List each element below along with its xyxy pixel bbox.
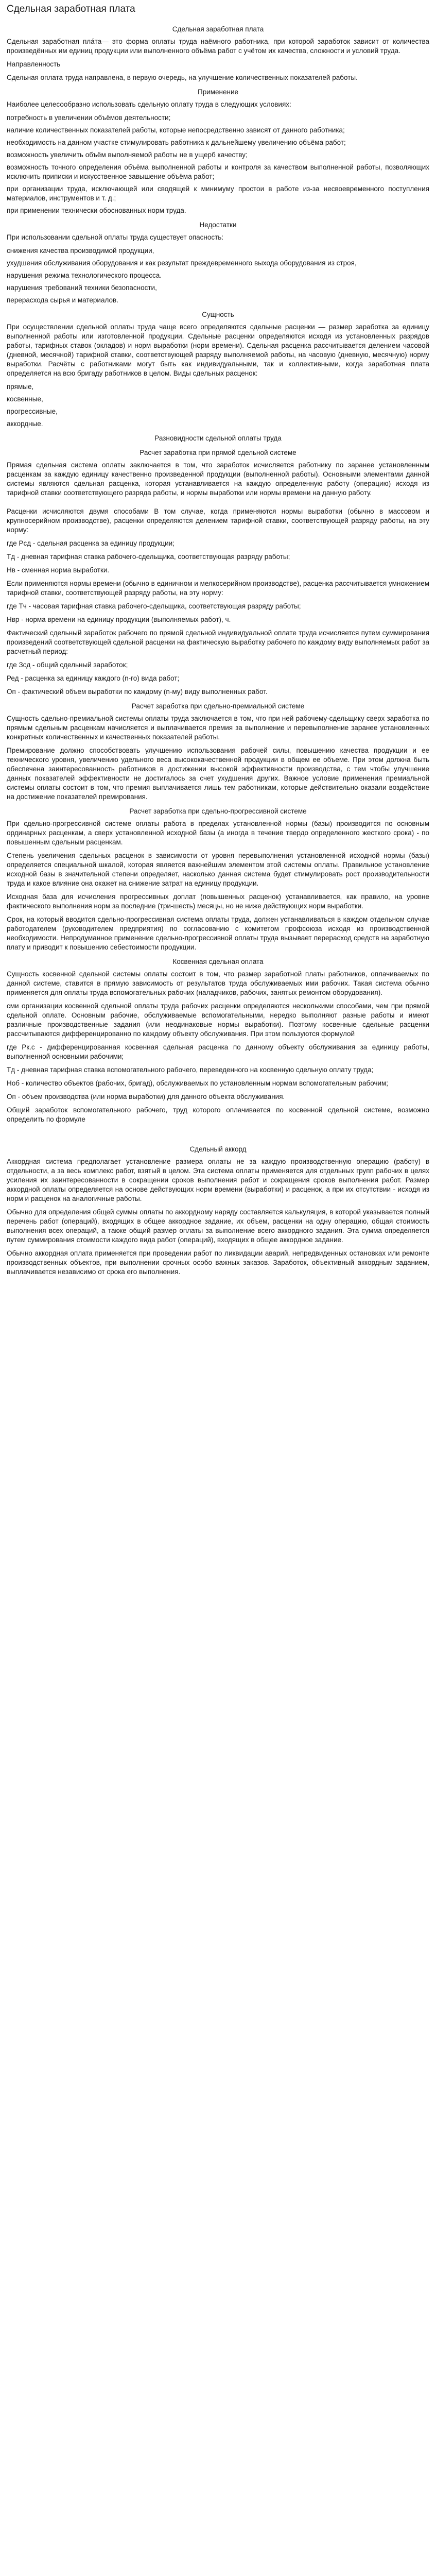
list-item: нарушения требований техники безопасности, [7,284,157,292]
paragraph: Премирование должно способствовать улучшению использования рабочей силы, повышению качества продукции и ее технического уровня, увеличению удельного веса высококачественной продукции в общем ее объеме. При этом должна быть обеспечена заинтересованность работников в достижении высокой эффективности производства, с тем чтобы улучшение данных показателей эффективности не достигалось за счет ухудшения других. Важное условие применения премиальной системы оплаты состоит в том, что премия выплачивается лишь тем работникам, которые действительно оказали воздействие на достижение показателей премирования. [7,747,429,801]
paragraph: Оп - фактический объем выработки по каждому (n-му) виду выполненных работ. [7,688,268,696]
paragraph: где Рсд - сдельная расценка за единицу продукции; [7,539,175,547]
section-heading: Сущность [202,311,234,318]
article-body [7,25,429,1277]
section-heading: Разновидности сдельной оплаты труда [154,434,282,442]
paragraph: Если применяются нормы времени (обычно в единичном и мелкосерийном производстве), расценка рассчитывается умножением тарифной ставки, соответствующей разряду работы, на эту норму: [7,580,429,597]
list-item: потребность в увеличении объёмов деятельности; [7,114,171,122]
paragraph: При осуществлении сдельной оплаты труда чаще всего определяются сдельные расценки — размер заработка за единицу выполненной работы или изготовленной продукции. Сдельные расценки определяются исходя из установленных разрядов работы, тарифных ставок (окладов) и норм выработки (норм времени). Сдельная расценка рассчитывается делением часовой (дневной, месячной) тарифной ставки, соответствующей разряду выполняемой работы, на часовую (дневную, месячную) норму выработки. Расчёты с работниками могут быть как индивидуальными, так и коллективными, когда заработная плата определяется на всю бригаду работников в целом. Виды сдельных расценок: [7,323,429,377]
paragraph: Нв - сменная норма выработки. [7,566,110,574]
section-gap [7,1128,429,1140]
paragraph: Сдельная оплата труда направлена, в первую очередь, на улучшение количественных показателей работы. [7,74,358,81]
paragraph: Обычно для определения общей суммы оплаты по аккордному наряду составляется калькуляция, в которой указывается полный перечень работ (операций), входящих в общее аккордное задание, их объем, расценки на одну операцию, общая стоимость выполнения всех операций, а также общий размер оплаты за выполнение всего аккордного задания. Эта сумма определяется путем суммирования стоимости каждого вида работ (операций), входящих в общее аккордное задание. [7,1208,429,1244]
list-item: возможность увеличить объём выполняемой работы не в ущерб качеству; [7,151,248,159]
paragraph: где Зсд - общий сдельный заработок; [7,661,128,669]
list-item: необходимость на данном участке стимулировать работника к дальнейшему увеличению объёма работ; [7,139,346,146]
paragraph-gap [7,502,429,507]
paragraph: Направленность [7,60,61,68]
paragraph: сми организации косвенной сдельной оплаты труда рабочих расценки определяются несколькими способами, чем при прямой сдельной оплате. Основным рабочие, обслуживаемые вспомогательными, нередко выполняют разные работы и имеют различные производственные задания (или неодинаковые нормы выработки). Поэтому косвенные сдельные расценки рассчитываются дифференцированно по каждому объекту обслуживания. При этом пользуются формулой [7,1002,429,1038]
list-item: снижения качества производимой продукции, [7,247,154,255]
section-heading: Сдельная заработная плата [172,25,264,33]
section-heading: Применение [197,88,238,96]
paragraph: Срок, на который вводится сдельно-прогрессивная система оплаты труда, должен устанавливаться в каждом отдельном случае работодателем (руководителем предприятия) по согласованию с комитетом профсоюза исходя из производственной необходимости. Непродуманное применение сдельно-прогрессивной оплаты труда вызывает перерасход средств на заработную плату и приводит к повышению себестоимости продукции. [7,916,429,951]
paragraph: Исходная база для исчисления прогрессивных доплат (повышенных расценок) устанавливается, как правило, на уровне фактического выполнения норм за последние (три-шесть) месяцы, но не ниже действующих норм выработки. [7,893,429,910]
paragraph: Прямая сдельная система оплаты заключается в том, что заработок исчисляется работнику по заранее установленным расценкам за каждую единицу качественно произведенной продукции (выполненной работы). Основными элементами данной системы являются сдельная расценка, которая устанавливается на каждую определенную работу (операцию) исходя из тарифной ставки соответствующего разряда работы, и нормы выработки или нормы времени на данную работу. [7,461,429,497]
paragraph: Общий заработок вспомогательного рабочего, труд которого оплачивается по косвенной сдельной системе, возможно определить по формуле [7,1106,429,1123]
paragraph: Тд - дневная тарифная ставка вспомогательного рабочего, переведенного на косвенную сдельную оплату труда; [7,1066,374,1074]
paragraph: где Тч - часовая тарифная ставка рабочего-сдельщика, соответствующая разряду работы; [7,602,301,610]
list-item: при применении технически обоснованных норм труда. [7,207,186,214]
paragraph: При сдельно-прогрессивной системе оплаты работа в пределах установленной нормы (базы) производится по основным ординарных расценкам, а сверх установленной исходной базы (а иногда в течение твердо определенного жесткого срока) - по повышенным сдельным расценкам. [7,820,429,846]
paragraph: Наиболее целесообразно использовать сдельную оплату труда в следующих условиях: [7,100,291,108]
paragraph: Степень увеличения сдельных расценок в зависимости от уровня перевыполнения установленной исходной нормы (базы) определяется специальной шкалой, которая является важнейшим элементом этой системы оплаты. Правильное установление исходной базы в значительной степени определяет, насколько данная система будет стимулировать рост производительности труда и какое влияние она окажет на снижение затрат на единицу продукции. [7,852,429,887]
paragraph: Расценки исчисляются двумя способами В том случае, когда применяются нормы выработки (обычно в массовом и крупносерийном производстве), расценки определяются делением тарифной ставки, соответствующей разряду работы, на эту норму: [7,507,429,534]
paragraph: Сущность косвенной сдельной системы оплаты состоит в том, что размер заработной платы работников, оплачиваемых по данной системе, ставится в прямую зависимость от результатов труда обслуживаемых ими рабочих. Такая система обычно применяется для оплаты труда вспомогательных рабочих (наладчиков, рабочих, занятых ремонтом оборудования). [7,970,429,996]
paragraph: Оп - объем производства (или норма выработки) для данного объекта обслуживания. [7,1093,285,1100]
paragraph: При использовании сдельной оплаты труда существует опасность: [7,233,224,241]
list-item: при организации труда, исключающей или сводящей к минимуму простои в работе из-за несвоевременного поступления материалов, инструментов и т. д.; [7,185,429,202]
paragraph: Ред - расценка за единицу каждого (n-го) вида работ; [7,674,180,682]
paragraph: Сдельная заработная пла́та— это форма оплаты труда наёмного работника, при которой заработок зависит от количества произведённых им единиц продукции или выполненного объёма работ с учётом их качества, сложности и условий труда. [7,38,429,55]
paragraph: Ноб - количество объектов (рабочих, бригад), обслуживаемых по установленным нормам вспомогательным рабочим; [7,1079,389,1087]
list-item: перерасхода сырья и материалов. [7,296,118,304]
list-item: косвенные, [7,395,43,403]
list-item: нарушения режима технологического процесса. [7,272,162,279]
paragraph: Нвр - норма времени на единицу продукции (выполняемых работ), ч. [7,616,231,623]
list-item: наличие количественных показателей работы, которые непосредственно зависят от данного работника; [7,126,345,134]
paragraph: где Рк.с - дифференцированная косвенная сдельная расценка по данному объекту обслуживания за единицу работы, выполненной основными рабочими; [7,1043,429,1060]
section-heading: Недостатки [199,221,237,229]
list-item: возможность точного определения объёма выполненной работы и контроля за качеством выполненной работы, позволяющих исключить приписки и искусственное завышение объёма работ; [7,163,429,180]
paragraph: Тд - дневная тарифная ставка рабочего-сдельщика, соответствующая разряду работы; [7,553,290,561]
section-heading: Расчет заработка при сдельно-прогрессивной системе [129,807,307,815]
list-item: аккордные. [7,420,43,428]
section-heading: Расчет заработка при сдельно-премиальной системе [131,702,305,710]
list-item: прямые, [7,383,34,391]
paragraph: Обычно аккордная оплата применяется при проведении работ по ликвидации аварий, непредвиденных остановках или ремонте производственных объектов, при выполнении срочных особо важных заказов. Заработок, объективный аккордным заданием, выплачивается независимо от срока его выполнения. [7,1249,429,1276]
paragraph: Фактический сдельный заработок рабочего по прямой сдельной индивидуальной оплате труда исчисляется путем суммирования произведений соответствующей сдельной расценки на фактическую выработку рабочего по каждому виду выполняемых работ за расчетный период: [7,629,429,655]
section-heading: Расчет заработка при прямой сдельной системе [139,449,297,456]
section-heading: Сдельный аккорд [189,1145,247,1153]
section-heading: Косвенная сдельная оплата [172,958,264,965]
paragraph: Аккордная система предполагает установление размера оплаты не за каждую производственную операцию (работу) в отдельности, а за весь комплекс работ, взятый в целом. Эта система оплаты применяется для отдельных групп рабочих в целях усиления их заинтересованности в сокращении сроков выполнения работ и сокращения сроков выполнения работ. Размер аккордной оплаты определяется на основе действующих норм времени (выработки) и расценок, а при их отсутствии - исходя из норм и расценок на аналогичные работы. [7,1158,429,1202]
list-item: прогрессивные, [7,408,58,415]
list-item: ухудшения обслуживания оборудования и как результат преждевременного выхода оборудования из строя, [7,259,357,267]
paragraph: Сущность сдельно-премиальной системы оплаты труда заключается в том, что при ней рабочему-сдельщику сверх заработка по прямым сдельным расценкам начисляется и выплачивается премия за выполнение и перевыполнение заранее установленных конкретных количественных и качественных показателей работы. [7,715,429,741]
page-title: Сдельная заработная плата [7,4,135,14]
